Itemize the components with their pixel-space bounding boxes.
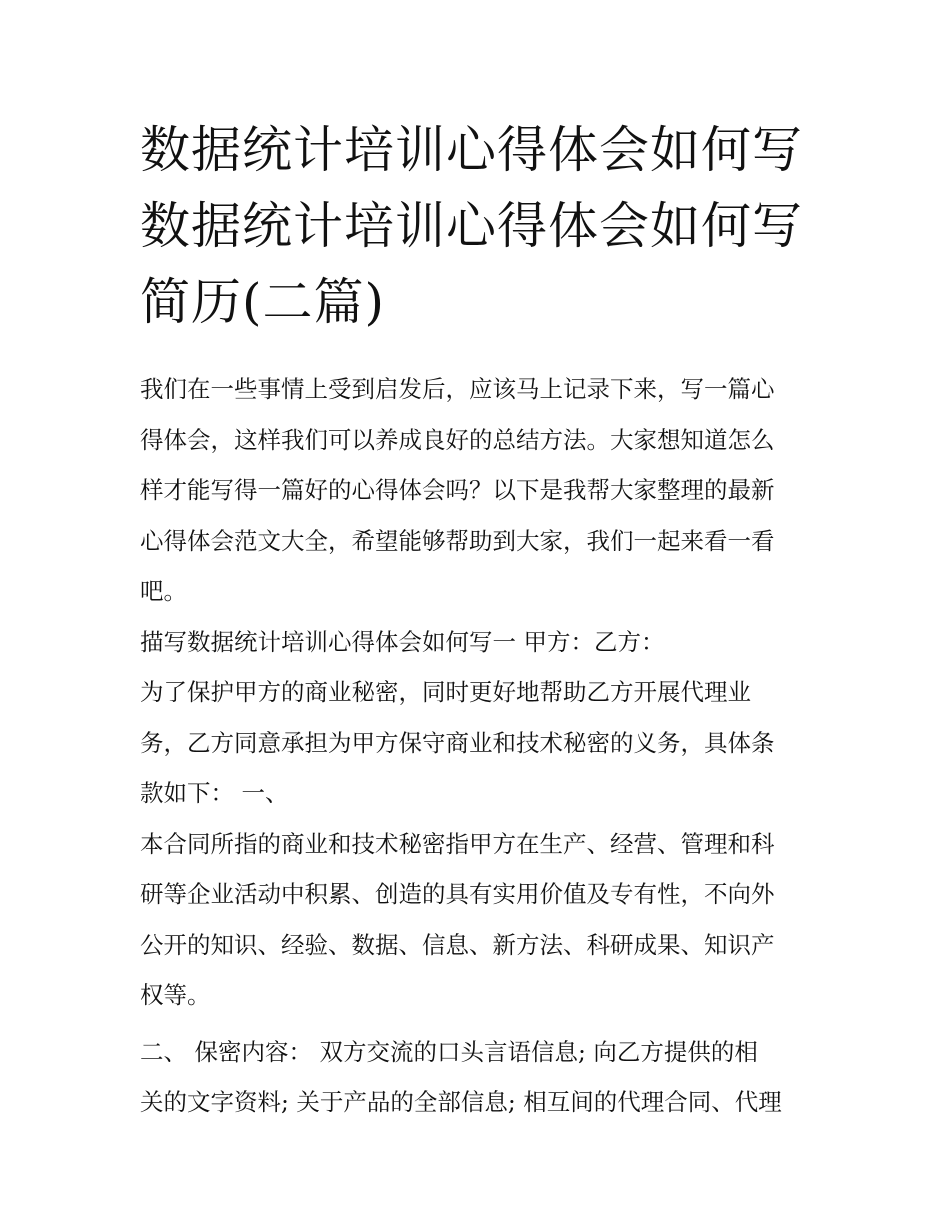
paragraph-line: 研等企业活动中积累、创造的具有实用价值及专有性，不向外 [140,880,775,908]
paragraph-confidential-content [140,1027,812,1128]
paragraph-line: 得体会，这样我们可以养成良好的总结方法。大家想知道怎么 [140,425,775,454]
paragraph-purpose [140,667,812,819]
paragraph-line: 公开的知识、经验、数据、信息、新方法、科研成果、知识产 [140,930,775,959]
paragraph-line: 样才能写得一篇好的心得体会吗？以下是我帮大家整理的最新 [140,476,775,504]
paragraph-line: 为了保护甲方的商业秘密，同时更好地帮助乙方开展代理业 [140,678,751,706]
document-body [140,364,812,1128]
paragraph-line: 吧。 [140,577,187,605]
paragraph-line: 本合同所指的商业和技术秘密指甲方在生产、经营、管理和科 [140,829,775,858]
paragraph-line: 心得体会范文大全，希望能够帮助到大家，我们一起来看一看 [140,526,775,555]
title-line-3: 简历(二篇) [140,273,386,331]
document-page [140,112,812,1128]
paragraph-definition [140,819,812,1021]
paragraph-heading-parties [140,617,812,668]
paragraph-line: 描写数据统计培训心得体会如何写一 甲方：乙方： [140,627,665,656]
paragraph-line: 关的文字资料; 关于产品的全部信息; 相互间的代理合同、代理 [140,1088,782,1116]
paragraph-line: 二、 保密内容： 双方交流的口头言语信息; 向乙方提供的相 [140,1037,758,1066]
title-line-1: 数据统计培训心得体会如何写 [140,121,803,179]
document-title [140,112,812,340]
paragraph-line: 权等。 [140,981,211,1009]
paragraph-line: 我们在一些事情上受到启发后，应该马上记录下来，写一篇心 [140,375,775,403]
paragraph-intro [140,364,812,617]
paragraph-line: 务，乙方同意承担为甲方保守商业和技术秘密的义务，具体条 [140,728,775,757]
paragraph-line: 款如下： 一、 [140,779,289,807]
title-line-2: 数据统计培训心得体会如何写 [140,197,803,255]
